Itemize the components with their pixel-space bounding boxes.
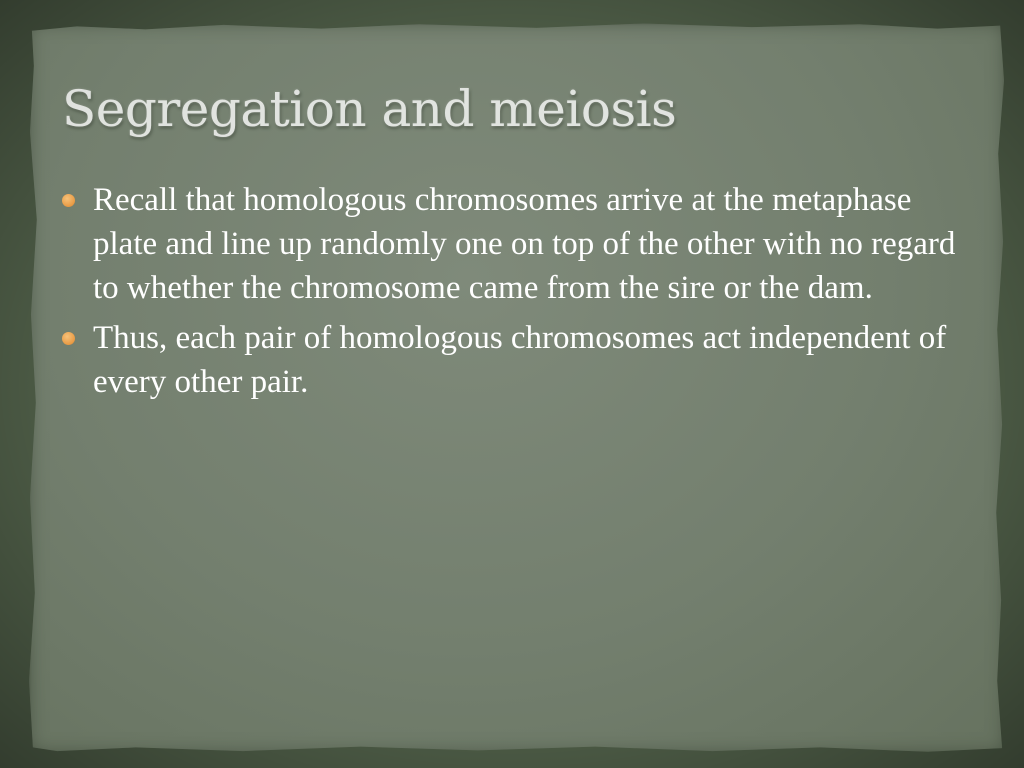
slide-title: Segregation and meiosis <box>62 80 677 138</box>
bullet-text: Recall that homologous chromosomes arrive at the metaphase plate and line up randomly one on top of the other with no regard to whether the chromosome came from the sire or the dam. <box>93 182 956 306</box>
bullet-item <box>62 178 962 310</box>
bullet-dot-icon <box>62 332 75 345</box>
bullet-item <box>62 316 962 404</box>
bullet-list <box>62 178 962 410</box>
bullet-dot-icon <box>62 194 75 207</box>
bullet-text: Thus, each pair of homologous chromosomes act independent of every other pair. <box>93 320 947 400</box>
